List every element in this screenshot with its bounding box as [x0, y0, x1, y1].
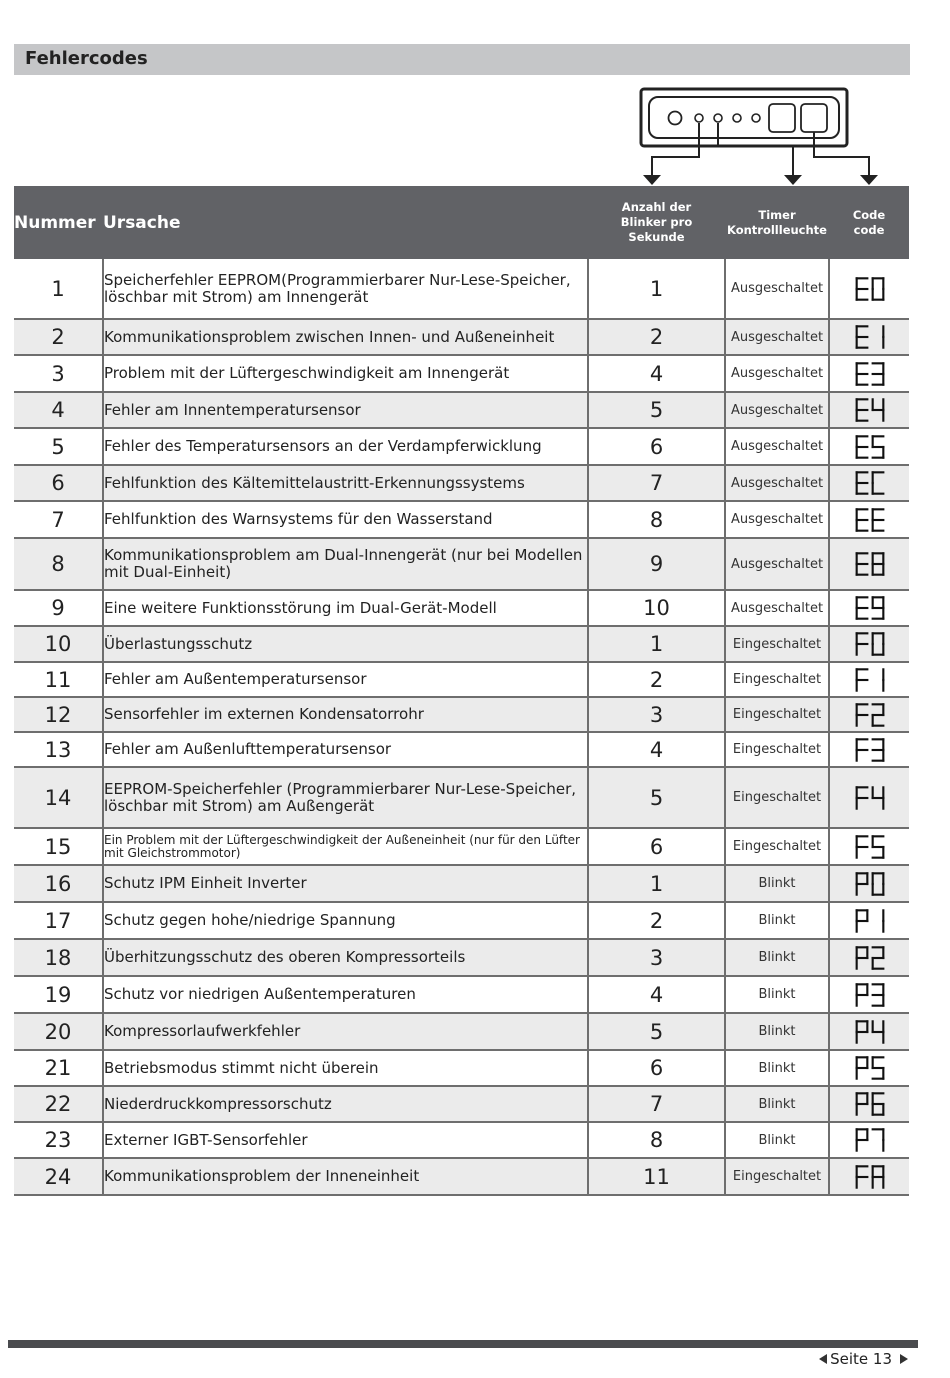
- page-label: Seite 13: [830, 1350, 892, 1368]
- error-cause: Kompressorlaufwerkfehler: [103, 1013, 588, 1050]
- display-digit: [872, 597, 883, 618]
- display-digit: [872, 436, 883, 457]
- header-number: Nummer: [14, 186, 103, 259]
- seven-segment-display-icon: [854, 700, 886, 730]
- display-digit: [856, 1057, 867, 1078]
- error-code: [829, 828, 909, 865]
- error-cause: Fehlfunktion des Kältemittelaustritt-Erkennungssystems: [103, 465, 588, 501]
- timer-indicator-state: Ausgeschaltet: [725, 501, 829, 538]
- display-digit: [872, 1093, 883, 1114]
- error-code-table: [14, 186, 909, 1196]
- error-code: [829, 939, 909, 976]
- error-code-text: P4: [868, 1034, 871, 1037]
- error-code: [829, 1013, 909, 1050]
- error-code-text: P3: [868, 997, 871, 1000]
- error-cause: Niederdruckkompressorschutz: [103, 1086, 588, 1122]
- error-code: [829, 662, 909, 697]
- timer-indicator-state: Blinkt: [725, 976, 829, 1013]
- error-code: [829, 465, 909, 501]
- display-digit: [856, 984, 867, 1005]
- error-code-text: F0: [868, 646, 871, 649]
- header-cause: Ursache: [103, 186, 588, 259]
- blink-count: 4: [588, 355, 725, 392]
- seven-segment-display-icon: [854, 629, 886, 659]
- timer-indicator-state: Eingeschaltet: [725, 626, 829, 662]
- error-code-text: EC: [868, 485, 871, 488]
- error-cause: Kommunikationsproblem der Inneneinheit: [103, 1158, 588, 1195]
- seven-segment-display-icon: [854, 735, 886, 765]
- error-code: [829, 392, 909, 428]
- blink-count: 5: [588, 767, 725, 828]
- error-code: [829, 259, 909, 319]
- blink-count: 2: [588, 319, 725, 355]
- error-code-text: E0: [868, 291, 871, 294]
- display-digit: [872, 1021, 883, 1042]
- error-code-text: E8: [868, 566, 871, 569]
- error-number: 20: [14, 1013, 103, 1050]
- error-code-text: F3: [868, 752, 871, 755]
- prev-page-icon: [819, 1354, 827, 1364]
- timer-indicator-state: Blinkt: [725, 902, 829, 939]
- error-cause: Betriebsmodus stimmt nicht überein: [103, 1050, 588, 1086]
- header-timer: Timer Kontrollleuchte: [725, 186, 829, 259]
- display-digit: [872, 633, 883, 654]
- timer-indicator-state: Blinkt: [725, 939, 829, 976]
- error-number: 5: [14, 428, 103, 465]
- error-code-text: F4: [868, 800, 871, 803]
- error-number: 17: [14, 902, 103, 939]
- display-digit: [872, 1166, 883, 1187]
- page-indicator: [819, 1350, 908, 1368]
- seven-segment-display-icon: [854, 665, 886, 695]
- display-digit: [856, 363, 867, 384]
- blink-count: 11: [588, 1158, 725, 1195]
- error-number: 4: [14, 392, 103, 428]
- seven-segment-display-icon: [854, 869, 886, 899]
- error-code-text: E1: [868, 339, 871, 342]
- display-digit: [856, 472, 867, 493]
- error-number: 23: [14, 1122, 103, 1158]
- blink-count: 6: [588, 1050, 725, 1086]
- display-digit: [872, 873, 883, 894]
- blink-count: 7: [588, 1086, 725, 1122]
- display-digit: [856, 278, 867, 299]
- display-digit: [872, 472, 883, 493]
- timer-indicator-state: Eingeschaltet: [725, 828, 829, 865]
- error-cause: Ein Problem mit der Lüftergeschwindigkeit der Außeneinheit (nur für den Lüfter mit Gleichstrommotor): [103, 828, 588, 865]
- blink-count: 10: [588, 590, 725, 626]
- blink-count: 5: [588, 392, 725, 428]
- blink-count: 1: [588, 259, 725, 319]
- table-header-row: [14, 186, 909, 259]
- table-row: [14, 767, 909, 828]
- seven-segment-display-icon: [854, 906, 886, 936]
- seven-segment-display-icon: [854, 1017, 886, 1047]
- error-code-text: P6: [868, 1106, 871, 1109]
- timer-indicator-state: Ausgeschaltet: [725, 590, 829, 626]
- error-code-text: F1: [868, 682, 871, 685]
- error-cause: Kommunikationsproblem am Dual-Innengerät (nur bei Modellen mit Dual-Einheit): [103, 538, 588, 590]
- timer-indicator-state: Blinkt: [725, 1086, 829, 1122]
- blink-count: 2: [588, 662, 725, 697]
- display-digit: [856, 553, 867, 574]
- error-code-text: FA: [868, 1179, 871, 1182]
- error-number: 11: [14, 662, 103, 697]
- display-digit: [872, 399, 883, 420]
- error-code: [829, 767, 909, 828]
- display-digit: [856, 704, 867, 725]
- timer-indicator-state: Ausgeschaltet: [725, 428, 829, 465]
- error-code-text: P5: [868, 1070, 871, 1073]
- blink-count: 8: [588, 1122, 725, 1158]
- display-digit: [856, 1093, 867, 1114]
- display-digit: [872, 836, 883, 857]
- error-number: 8: [14, 538, 103, 590]
- seven-segment-display-icon: [854, 943, 886, 973]
- blink-count: 8: [588, 501, 725, 538]
- error-code: [829, 1158, 909, 1195]
- error-code: [829, 1086, 909, 1122]
- error-code-text: P7: [868, 1142, 871, 1145]
- timer-indicator-state: Eingeschaltet: [725, 697, 829, 732]
- error-code: [829, 1050, 909, 1086]
- display-digit: [856, 509, 867, 530]
- table-row: [14, 828, 909, 865]
- error-number: 2: [14, 319, 103, 355]
- display-digit: [856, 1129, 867, 1150]
- seven-segment-display-icon: [854, 359, 886, 389]
- table-row: [14, 626, 909, 662]
- table-row: [14, 465, 909, 501]
- error-cause: Überhitzungsschutz des oberen Kompressorteils: [103, 939, 588, 976]
- error-cause: Fehler am Außentemperatursensor: [103, 662, 588, 697]
- error-cause: Schutz vor niedrigen Außentemperaturen: [103, 976, 588, 1013]
- error-number: 14: [14, 767, 103, 828]
- display-digit: [856, 597, 867, 618]
- error-code-text: F2: [868, 717, 871, 720]
- error-code: [829, 697, 909, 732]
- error-number: 24: [14, 1158, 103, 1195]
- table-row: [14, 976, 909, 1013]
- next-page-icon: [900, 1354, 908, 1364]
- blink-count: 2: [588, 902, 725, 939]
- timer-indicator-state: Ausgeschaltet: [725, 538, 829, 590]
- error-number: 18: [14, 939, 103, 976]
- table-row: [14, 732, 909, 767]
- error-cause: Externer IGBT-Sensorfehler: [103, 1122, 588, 1158]
- table-row: [14, 392, 909, 428]
- display-digit: [856, 326, 867, 347]
- display-digit: [856, 787, 867, 808]
- blink-count: 1: [588, 626, 725, 662]
- error-cause: Eine weitere Funktionsstörung im Dual-Gerät-Modell: [103, 590, 588, 626]
- error-code: [829, 428, 909, 465]
- error-code: [829, 501, 909, 538]
- seven-segment-display-icon: [854, 274, 886, 304]
- table-row: [14, 428, 909, 465]
- blink-count: 3: [588, 697, 725, 732]
- error-code: [829, 319, 909, 355]
- error-number: 15: [14, 828, 103, 865]
- error-code-text: P1: [868, 923, 871, 926]
- timer-indicator-state: Ausgeschaltet: [725, 392, 829, 428]
- timer-indicator-state: Blinkt: [725, 1013, 829, 1050]
- error-number: 16: [14, 865, 103, 902]
- seven-segment-display-icon: [854, 1162, 886, 1192]
- error-number: 21: [14, 1050, 103, 1086]
- control-panel-diagram-icon: [0, 80, 950, 190]
- error-number: 12: [14, 697, 103, 732]
- error-code-text: E3: [868, 376, 871, 379]
- table-row: [14, 590, 909, 626]
- blink-count: 4: [588, 976, 725, 1013]
- error-number: 10: [14, 626, 103, 662]
- section-title: Fehlercodes: [25, 48, 148, 69]
- display-digit: [856, 1021, 867, 1042]
- table-row: [14, 662, 909, 697]
- display-digit: [856, 873, 867, 894]
- display-digit: [872, 739, 883, 760]
- blink-count: 5: [588, 1013, 725, 1050]
- table-row: [14, 501, 909, 538]
- timer-indicator-state: Ausgeschaltet: [725, 355, 829, 392]
- error-code: [829, 732, 909, 767]
- error-code-text: F5: [868, 849, 871, 852]
- blink-count: 3: [588, 939, 725, 976]
- table-row: [14, 697, 909, 732]
- error-cause: Sensorfehler im externen Kondensatorrohr: [103, 697, 588, 732]
- error-code-text: E5: [868, 449, 871, 452]
- error-code: [829, 590, 909, 626]
- seven-segment-display-icon: [854, 322, 886, 352]
- table-row: [14, 259, 909, 319]
- seven-segment-display-icon: [854, 395, 886, 425]
- table-row: [14, 939, 909, 976]
- table-row: [14, 1158, 909, 1195]
- seven-segment-display-icon: [854, 593, 886, 623]
- display-digit: [856, 633, 867, 654]
- display-digit: [856, 947, 867, 968]
- seven-segment-display-icon: [854, 783, 886, 813]
- error-cause: Kommunikationsproblem zwischen Innen- und Außeneinheit: [103, 319, 588, 355]
- display-digit: [872, 363, 883, 384]
- header-blinks: Anzahl der Blinker pro Sekunde: [588, 186, 725, 259]
- table-row: [14, 319, 909, 355]
- timer-indicator-state: Ausgeschaltet: [725, 259, 829, 319]
- timer-indicator-state: Blinkt: [725, 1122, 829, 1158]
- error-number: 9: [14, 590, 103, 626]
- error-code: [829, 538, 909, 590]
- error-number: 7: [14, 501, 103, 538]
- seven-segment-display-icon: [854, 549, 886, 579]
- error-code-text: E9: [868, 610, 871, 613]
- display-digit: [872, 787, 883, 808]
- error-number: 22: [14, 1086, 103, 1122]
- table-row: [14, 538, 909, 590]
- timer-indicator-state: Eingeschaltet: [725, 1158, 829, 1195]
- seven-segment-display-icon: [854, 1125, 886, 1155]
- table-row: [14, 865, 909, 902]
- timer-indicator-state: Blinkt: [725, 1050, 829, 1086]
- timer-indicator-state: Eingeschaltet: [725, 662, 829, 697]
- error-code: [829, 865, 909, 902]
- blink-count: 6: [588, 828, 725, 865]
- error-cause: Überlastungsschutz: [103, 626, 588, 662]
- display-digit: [856, 669, 867, 690]
- table-row: [14, 1050, 909, 1086]
- timer-indicator-state: Blinkt: [725, 865, 829, 902]
- blink-count: 6: [588, 428, 725, 465]
- display-digit: [872, 984, 883, 1005]
- seven-segment-display-icon: [854, 1053, 886, 1083]
- error-code-text: E4: [868, 412, 871, 415]
- error-number: 6: [14, 465, 103, 501]
- display-digit: [872, 947, 883, 968]
- header-code: Code code: [829, 186, 909, 259]
- error-cause: Problem mit der Lüftergeschwindigkeit am Innengerät: [103, 355, 588, 392]
- seven-segment-display-icon: [854, 468, 886, 498]
- timer-indicator-state: Eingeschaltet: [725, 732, 829, 767]
- blink-count: 9: [588, 538, 725, 590]
- error-code: [829, 355, 909, 392]
- error-code-text: EE: [868, 522, 871, 525]
- error-number: 3: [14, 355, 103, 392]
- display-digit: [872, 1057, 883, 1078]
- error-code: [829, 902, 909, 939]
- display-digit: [872, 704, 883, 725]
- seven-segment-display-icon: [854, 505, 886, 535]
- table-row: [14, 902, 909, 939]
- section-header: [14, 44, 910, 75]
- timer-indicator-state: Eingeschaltet: [725, 767, 829, 828]
- footer-bar: [8, 1340, 918, 1348]
- error-cause: EEPROM-Speicherfehler (Programmierbarer Nur-Lese-Speicher, löschbar mit Strom) am Außengerät: [103, 767, 588, 828]
- table-row: [14, 1013, 909, 1050]
- display-digit: [856, 836, 867, 857]
- display-digit: [856, 910, 867, 931]
- display-digit: [856, 399, 867, 420]
- error-number: 1: [14, 259, 103, 319]
- seven-segment-display-icon: [854, 832, 886, 862]
- display-digit: [856, 1166, 867, 1187]
- blink-count: 1: [588, 865, 725, 902]
- display-digit: [872, 553, 883, 574]
- error-cause: Fehler am Außenlufttemperatursensor: [103, 732, 588, 767]
- blink-count: 4: [588, 732, 725, 767]
- error-code: [829, 1122, 909, 1158]
- table-row: [14, 355, 909, 392]
- error-cause: Fehler am Innentemperatursensor: [103, 392, 588, 428]
- display-digit: [872, 1129, 883, 1150]
- error-code-text: P0: [868, 886, 871, 889]
- timer-indicator-state: Ausgeschaltet: [725, 319, 829, 355]
- error-code-text: P2: [868, 960, 871, 963]
- error-cause: Fehlfunktion des Warnsystems für den Wasserstand: [103, 501, 588, 538]
- display-digit: [856, 436, 867, 457]
- error-cause: Schutz gegen hohe/niedrige Spannung: [103, 902, 588, 939]
- display-digit: [872, 509, 883, 530]
- seven-segment-display-icon: [854, 1089, 886, 1119]
- error-number: 13: [14, 732, 103, 767]
- timer-indicator-state: Ausgeschaltet: [725, 465, 829, 501]
- error-number: 19: [14, 976, 103, 1013]
- error-cause: Fehler des Temperatursensors an der Verdampferwicklung: [103, 428, 588, 465]
- error-code: [829, 626, 909, 662]
- seven-segment-display-icon: [854, 980, 886, 1010]
- display-digit: [872, 278, 883, 299]
- error-code: [829, 976, 909, 1013]
- error-cause: Speicherfehler EEPROM(Programmierbarer Nur-Lese-Speicher, löschbar mit Strom) am Innengerät: [103, 259, 588, 319]
- error-cause: Schutz IPM Einheit Inverter: [103, 865, 588, 902]
- blink-count: 7: [588, 465, 725, 501]
- display-digit: [856, 739, 867, 760]
- table-row: [14, 1086, 909, 1122]
- table-row: [14, 1122, 909, 1158]
- seven-segment-display-icon: [854, 432, 886, 462]
